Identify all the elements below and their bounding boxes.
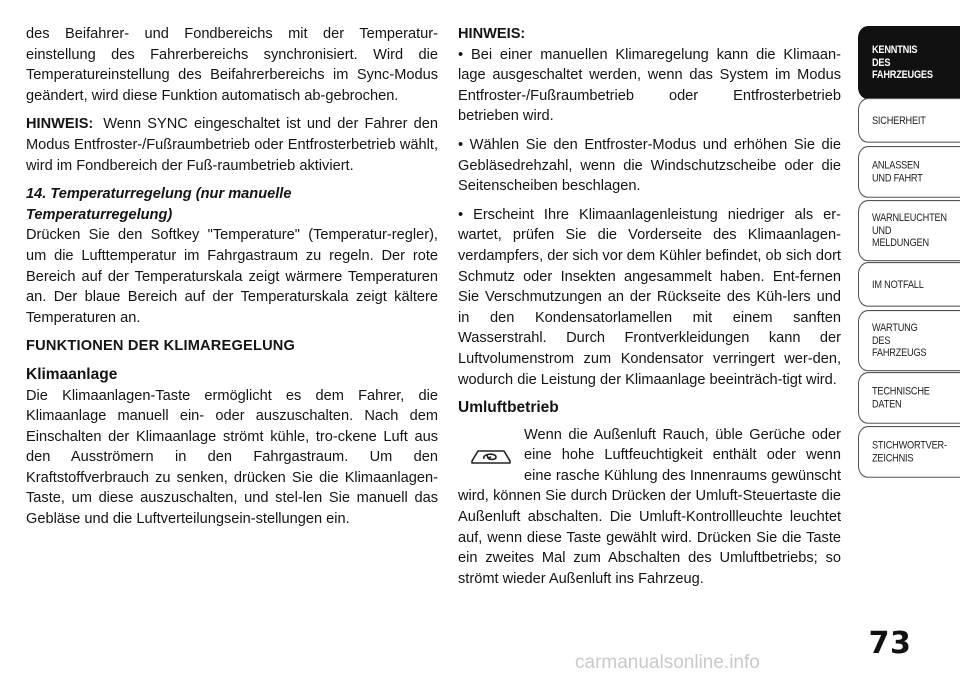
tab-warnleuchten-und-meldungen[interactable]: WARNLEUCHTEN UND MELDUNGEN [858,200,960,261]
hint-paragraph-left [26,114,438,176]
left-column [26,24,438,538]
section-14-title-line2: Temperaturregelung) [26,206,173,223]
hint-text: Wenn SYNC eingeschaltet ist und der Fahrer den Modus Entfroster-/Fußraumbetrieb oder Entfrosterbetrieb wählt, wird im Fondbereich der Fuß-raumbetrieb aktiviert. [26,116,438,174]
tab-kenntnis-des-fahrzeuges[interactable]: KENNTNIS DES FAHRZEUGES [858,26,960,99]
tab-sicherheit[interactable]: SICHERHEIT [858,98,960,143]
section-14-title-line1: 14. Temperaturregelung (nur manuelle [26,186,292,203]
recirculation-icon [458,435,524,479]
hint-label: HINWEIS: [26,116,94,133]
bullet-item: • Wählen Sie den Entfroster-Modus und erhöhen Sie die Gebläsedrehzahl, wenn die Windschutzscheibe oder die Seitenscheiben beschlagen. [458,136,841,195]
paragraph-sync: des Beifahrer- und Fondbereichs mit der Temperatur-einstellung des Fahrerbereichs synchronisiert. Wird die Temperatureinstellung des Beifahrerbereichs im Sync-Modus geändert, wird diese Funktion automatisch ab-gebrochen. [26,26,438,104]
ac-text: Die Klimaanlagen-Taste ermöglicht es dem Fahrer, die Klimaanlage manuell ein- oder auszuschalten. Nach dem Einschalten der Klimaanlage strömt kühle, tro-ckene Luft aus den Ausströmern in den Fahrgastraum. Um den Kraftstoffverbrauch zu senken, drücken Sie die Klimaanlagen-Taste, um diese auszuschalten, und stel-len Sie manuell das Gebläse und die Luftverteilungsein-stellungen ein. [26,387,438,528]
ac-title: Klimaanlage [26,365,118,383]
watermark: carmanualsonline.info [575,652,760,673]
bullet-item: • Bei einer manuellen Klimaregelung kann die Klimaan-lage ausgeschaltet werden, wenn das System im Modus Entfroster-/Fußraumbetrieb oder Entfrosterbetrieb betrieben wird. [458,46,841,125]
recirc-title: Umluftbetrieb [458,399,559,417]
right-column [458,24,841,597]
tab-stichwortverzeichnis[interactable]: STICHWORTVER- ZEICHNIS [858,426,960,478]
page-number: 73 [868,626,912,661]
chapter-tabs [858,26,960,480]
bullet-item: • Erscheint Ihre Klimaanlagenleistung niedriger als er-wartet, prüfen Sie die Vorderseite des Klimaanlagen-verdampfers, der sich vor dem Kühler befindet, ob sich dort Schmutz oder Insekten angesammelt haben. Ent-fernen Sie Verschmutzungen an der Rückseite des Küh-lers und in den Kondensatorlamellen mit einem sanften Wasserstrahl. Durch Frontverkleidungen kann der Luftvolumenstrom zum Kondensator verringert wer-den, wodurch die Leistung der Klimaanlage beeinträch-tigt wird. [458,206,841,388]
tab-technische-daten[interactable]: TECHNISCHE DATEN [858,372,960,424]
section-14-text: Drücken Sie den Softkey "Temperature" (Temperatur-regler), um die Lufttemperatur im Fahrgastraum zu regeln. Der rote Bereich auf der Temperaturskala zeigt wärmere Temperaturen an. Der blaue Bereich auf der Temperaturskala zeigt kältere Temperaturen an. [26,227,438,326]
recirc-text: Wenn die Außenluft Rauch, üble Gerüche oder eine hohe Luftfeuchtigkeit enthält oder wenn eine rasche Kühlung des Innenraums gewünscht wird, können Sie durch Drücken der Umluft-Steuertaste die Außenluft abschalten. Die Umluft-Kontrollleuchte leuchtet auf, wenn diese Taste gewählt wird. Drücken Sie die Taste ein zweites Mal zum Abschalten des Umluftbetriebs; so strömt wieder Außenluft ins Fahrzeug. [458,426,841,587]
tab-anlassen-und-fahrt[interactable]: ANLASSEN UND FAHRT [858,146,960,198]
section-heading: FUNKTIONEN DER KLIMAREGELUNG [26,338,296,355]
section-14 [26,184,438,328]
recirc-block [458,425,841,590]
tab-im-notfall[interactable]: IM NOTFALL [858,262,960,307]
hint-label-right: HINWEIS: [458,26,526,42]
tab-wartung-des-fahrzeugs[interactable]: WARTUNG DES FAHRZEUGS [858,310,960,371]
